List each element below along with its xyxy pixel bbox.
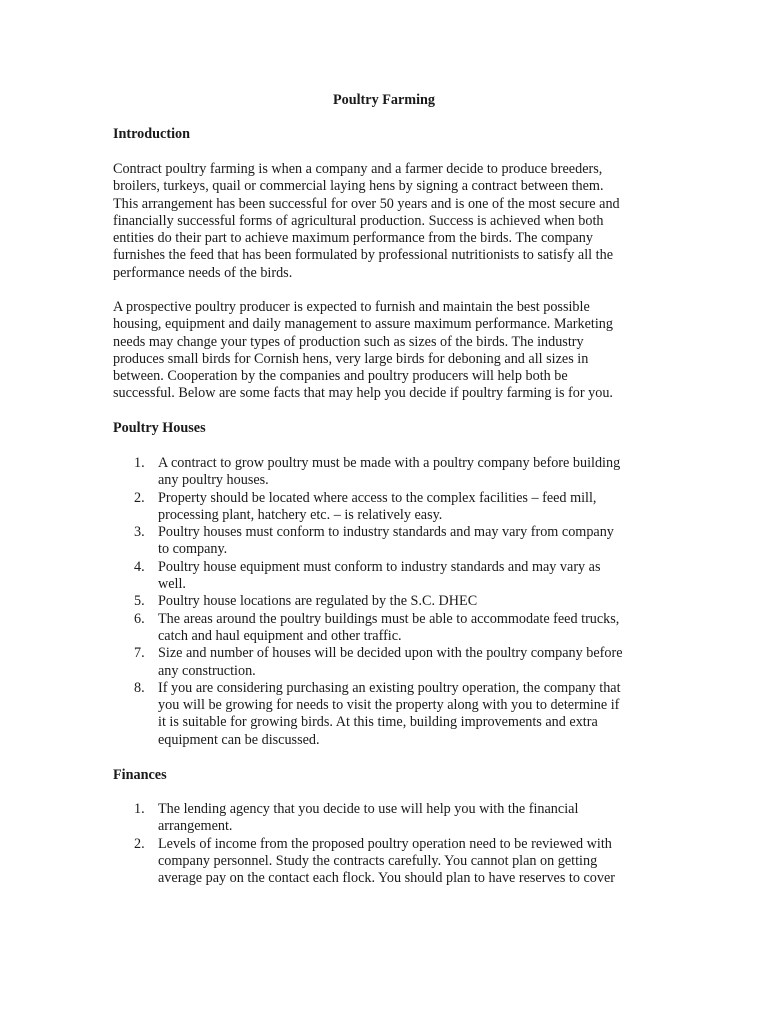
list-item-line: Levels of income from the proposed poultry operation need to be reviewed with [158,835,612,852]
list-item-line: it is suitable for growing birds. At this time, building improvements and extra [158,714,598,731]
finances-list [113,801,653,887]
list-item-line: The areas around the poultry buildings must be able to accommodate feed trucks, [158,610,620,627]
paragraph-line: This arrangement has been successful for over 50 years and is one of the most secure and [113,195,620,212]
list-item [113,524,653,559]
list-item-line: to company. [158,541,228,558]
list-item-line: well. [158,576,186,593]
list-item-line: any construction. [158,662,256,679]
list-item-number: 4. [134,558,145,575]
section-heading-poultry-houses: Poultry Houses [113,420,206,436]
section-heading-introduction: Introduction [113,126,190,142]
list-item-number: 1. [134,801,145,817]
section-heading-finances: Finances [113,767,167,783]
list-item-line: company personnel. Study the contracts carefully. You cannot plan on getting [158,852,598,869]
list-item-number: 3. [134,524,145,541]
list-item-number: 8. [134,679,145,696]
paragraph-line: financially successful forms of agricultural production. Success is achieved when both [113,212,604,229]
list-item [113,455,653,490]
paragraph-line: furnishes the feed that has been formulated by professional nutritionists to satisfy all the [113,247,613,264]
paragraph-line: entities do their part to achieve maximum performance from the birds. The company [113,230,593,247]
list-item-number: 7. [134,645,145,662]
list-item-number: 6. [134,610,145,627]
paragraph-line: Contract poultry farming is when a company and a farmer decide to produce breeders, [113,161,603,177]
list-item [113,593,653,610]
list-item-line: equipment can be discussed. [158,731,320,748]
list-item-number: 5. [134,593,145,610]
paragraph-line: A prospective poultry producer is expected to furnish and maintain the best possible [113,299,590,315]
list-item-line: Poultry houses must conform to industry standards and may vary from company [158,524,614,541]
list-item-number: 2. [134,489,145,506]
list-item-line: Poultry house locations are regulated by the S.C. DHEC [158,593,478,610]
list-item-number: 2. [134,835,145,852]
intro-paragraph-2 [113,299,653,403]
list-item [113,490,653,525]
list-item [113,559,653,594]
paragraph-line: successful. Below are some facts that may help you decide if poultry farming is for you. [113,385,613,402]
paragraph-line: performance needs of the birds. [113,264,293,281]
list-item-line: processing plant, hatchery etc. – is relatively easy. [158,506,443,523]
paragraph-line: housing, equipment and daily management to assure maximum performance. Marketing [113,316,613,333]
list-item-line: Size and number of houses will be decided upon with the poultry company before [158,645,623,662]
list-item-line: average pay on the contact each flock. You should plan to have reserves to cover [158,870,615,887]
list-item-line: arrangement. [158,818,233,835]
paragraph-line: produces small birds for Cornish hens, very large birds for deboning and all sizes in [113,350,589,367]
list-item-line: catch and haul equipment and other traffic. [158,627,402,644]
list-item [113,611,653,646]
list-item-line: any poultry houses. [158,472,269,489]
list-item [113,836,653,888]
list-item [113,645,653,680]
list-item-line: A contract to grow poultry must be made with a poultry company before building [158,455,621,471]
paragraph-line: needs may change your types of production such as sizes of the birds. The industry [113,333,584,350]
list-item [113,680,653,749]
list-item-line: Poultry house equipment must conform to industry standards and may vary as [158,558,601,575]
list-item-line: Property should be located where access to the complex facilities – feed mill, [158,489,597,506]
poultry-houses-list [113,455,653,749]
list-item-number: 1. [134,455,145,471]
list-item-line: you will be growing for needs to visit the property along with you to determine if [158,697,620,714]
list-item-line: The lending agency that you decide to use will help you with the financial [158,801,579,817]
intro-paragraph-1 [113,161,653,282]
document-title: Poultry Farming [332,92,436,108]
paragraph-line: between. Cooperation by the companies and poultry producers will help both be [113,368,568,385]
list-item [113,801,653,836]
list-item-line: If you are considering purchasing an existing poultry operation, the company that [158,679,621,696]
paragraph-line: broilers, turkeys, quail or commercial laying hens by signing a contract between them. [113,178,604,195]
